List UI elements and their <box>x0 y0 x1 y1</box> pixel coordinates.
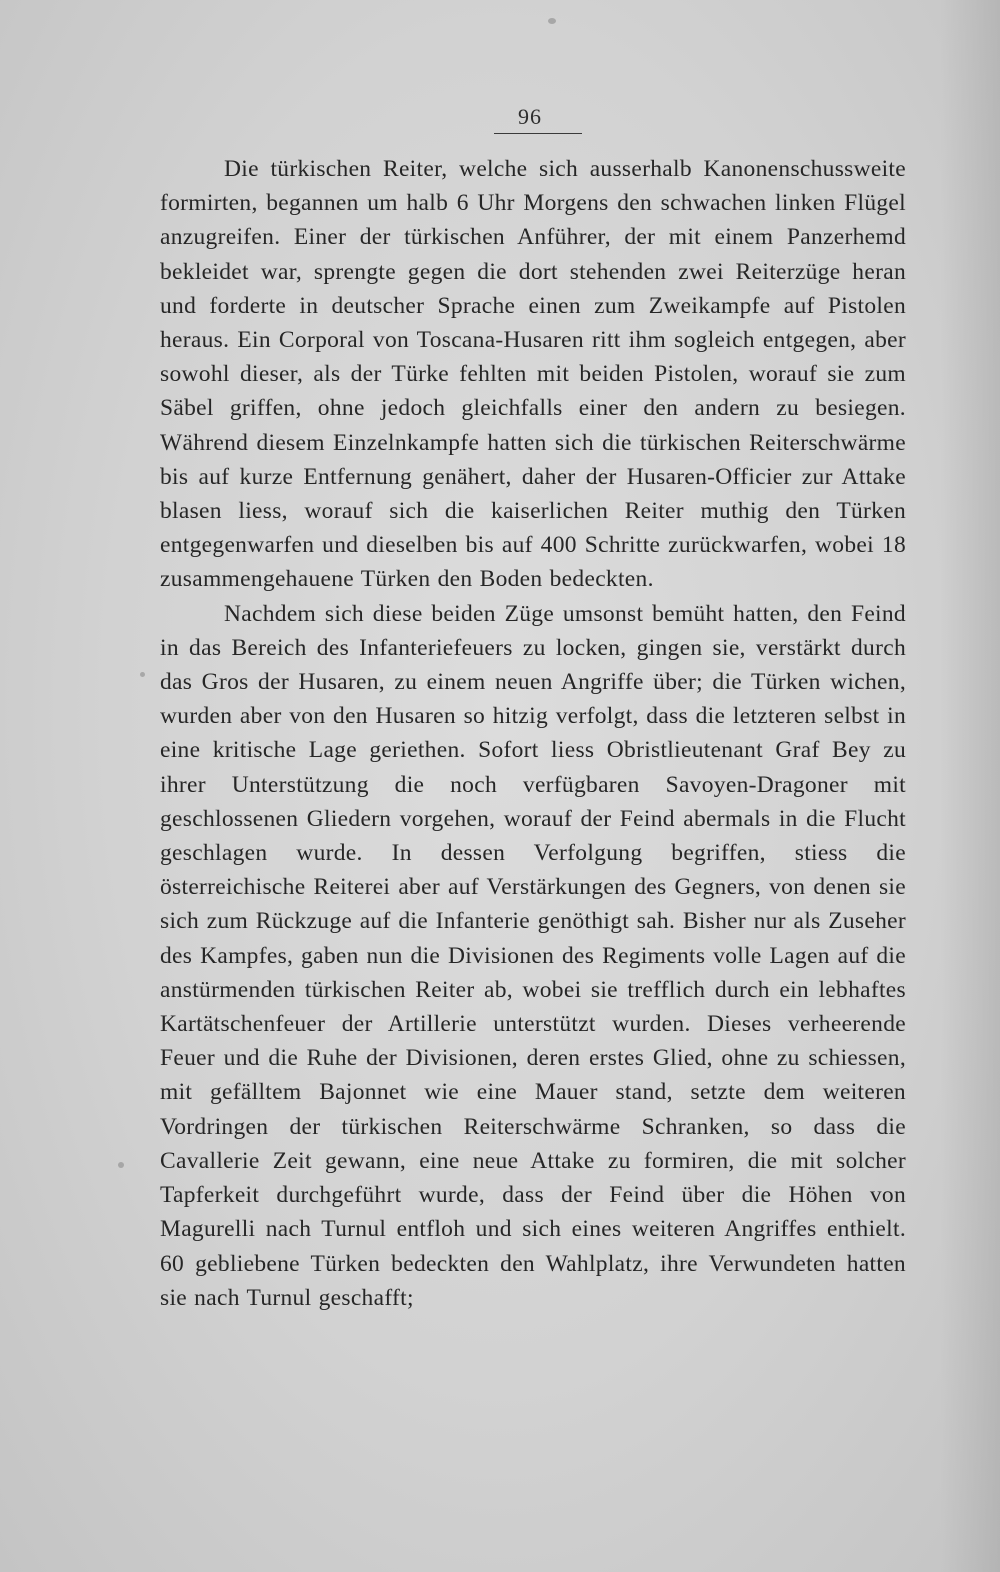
page-number: 96 <box>518 104 542 129</box>
page-number-rule <box>494 133 582 134</box>
paragraph-2: Nachdem sich diese beiden Züge umsonst bemüht hatten, den Feind in das Bereich des Infanteriefeuers zu locken, gingen sie, verstärkt durch das Gros der Husaren, zu einem neuen Angriffe über; die Türken wichen, wurden aber von den Husaren so hitzig verfolgt, dass die letzteren selbst in eine kritische Lage geriethen. Sofort liess Obristlieutenant Graf Bey zu ihrer Unterstützung die noch verfügbaren Savoyen-Dragoner mit geschlossenen Gliedern vorgehen, worauf der Feind abermals in die Flucht geschlagen wurde. In dessen Verfolgung begriffen, stiess die österreichische Reiterei aber auf Verstärkungen des Gegners, von denen sie sich zum Rückzuge auf die Infanterie genöthigt sah. Bisher nur als Zuseher des Kampfes, gaben nun die Divisionen des Regiments volle Lagen auf die anstürmenden türkischen Reiter ab, wobei sie trefflich durch ein lebhaftes Kartätschenfeuer der Artillerie unterstützt wurden. Dieses verheerende Feuer und die Ruhe der Divisionen, deren erstes Glied, ohne zu schiessen, mit gefälltem Bajonnet wie eine Mauer stand, setzte dem weiteren Vordringen der türkischen Reiterschwärme Schranken, so dass die Cavallerie Zeit gewann, eine neue Attake zu formiren, die mit solcher Tapferkeit durchgeführt wurde, dass der Feind über die Höhen von Magurelli nach Turnul entfloh und sich eines weiteren Angriffes enthielt. 60 gebliebene Türken bedeckten den Wahlplatz, ihre Verwundeten hatten sie nach Turnul geschafft; <box>160 600 906 1311</box>
paragraph-1: Die türkischen Reiter, welche sich ausserhalb Kanonenschussweite formirten, begannen um halb 6 Uhr Morgens den schwachen linken Flügel anzugreifen. Einer der türkischen Anführer, der mit einem Panzerhemd bekleidet war, sprengte gegen die dort stehenden zwei Reiterzüge heran und forderte in deutscher Sprache einen zum Zweikampfe auf Pistolen heraus. Ein Corporal von Toscana-Husaren ritt ihm sogleich entgegen, aber sowohl dieser, als der Türke fehlten mit beiden Pistolen, worauf sie zum Säbel griffen, ohne jedoch gleichfalls einer den andern zu besiegen. Während diesem Einzelnkampfe hatten sich die türkischen Reiterschwärme bis auf kurze Entfernung genähert, daher der Husaren-Officier zur Attake blasen liess, worauf sich die kaiserlichen Reiter muthig den Türken entgegenwarfen und dieselben bis auf 400 Schritte zurückwarfen, wobei 18 zusammengehauene Türken den Boden bedeckten. <box>160 156 906 593</box>
ink-speck-left <box>140 672 145 677</box>
body-text <box>160 152 906 1315</box>
ink-speck-top <box>548 18 556 24</box>
ink-speck-left-lower <box>118 1162 124 1168</box>
